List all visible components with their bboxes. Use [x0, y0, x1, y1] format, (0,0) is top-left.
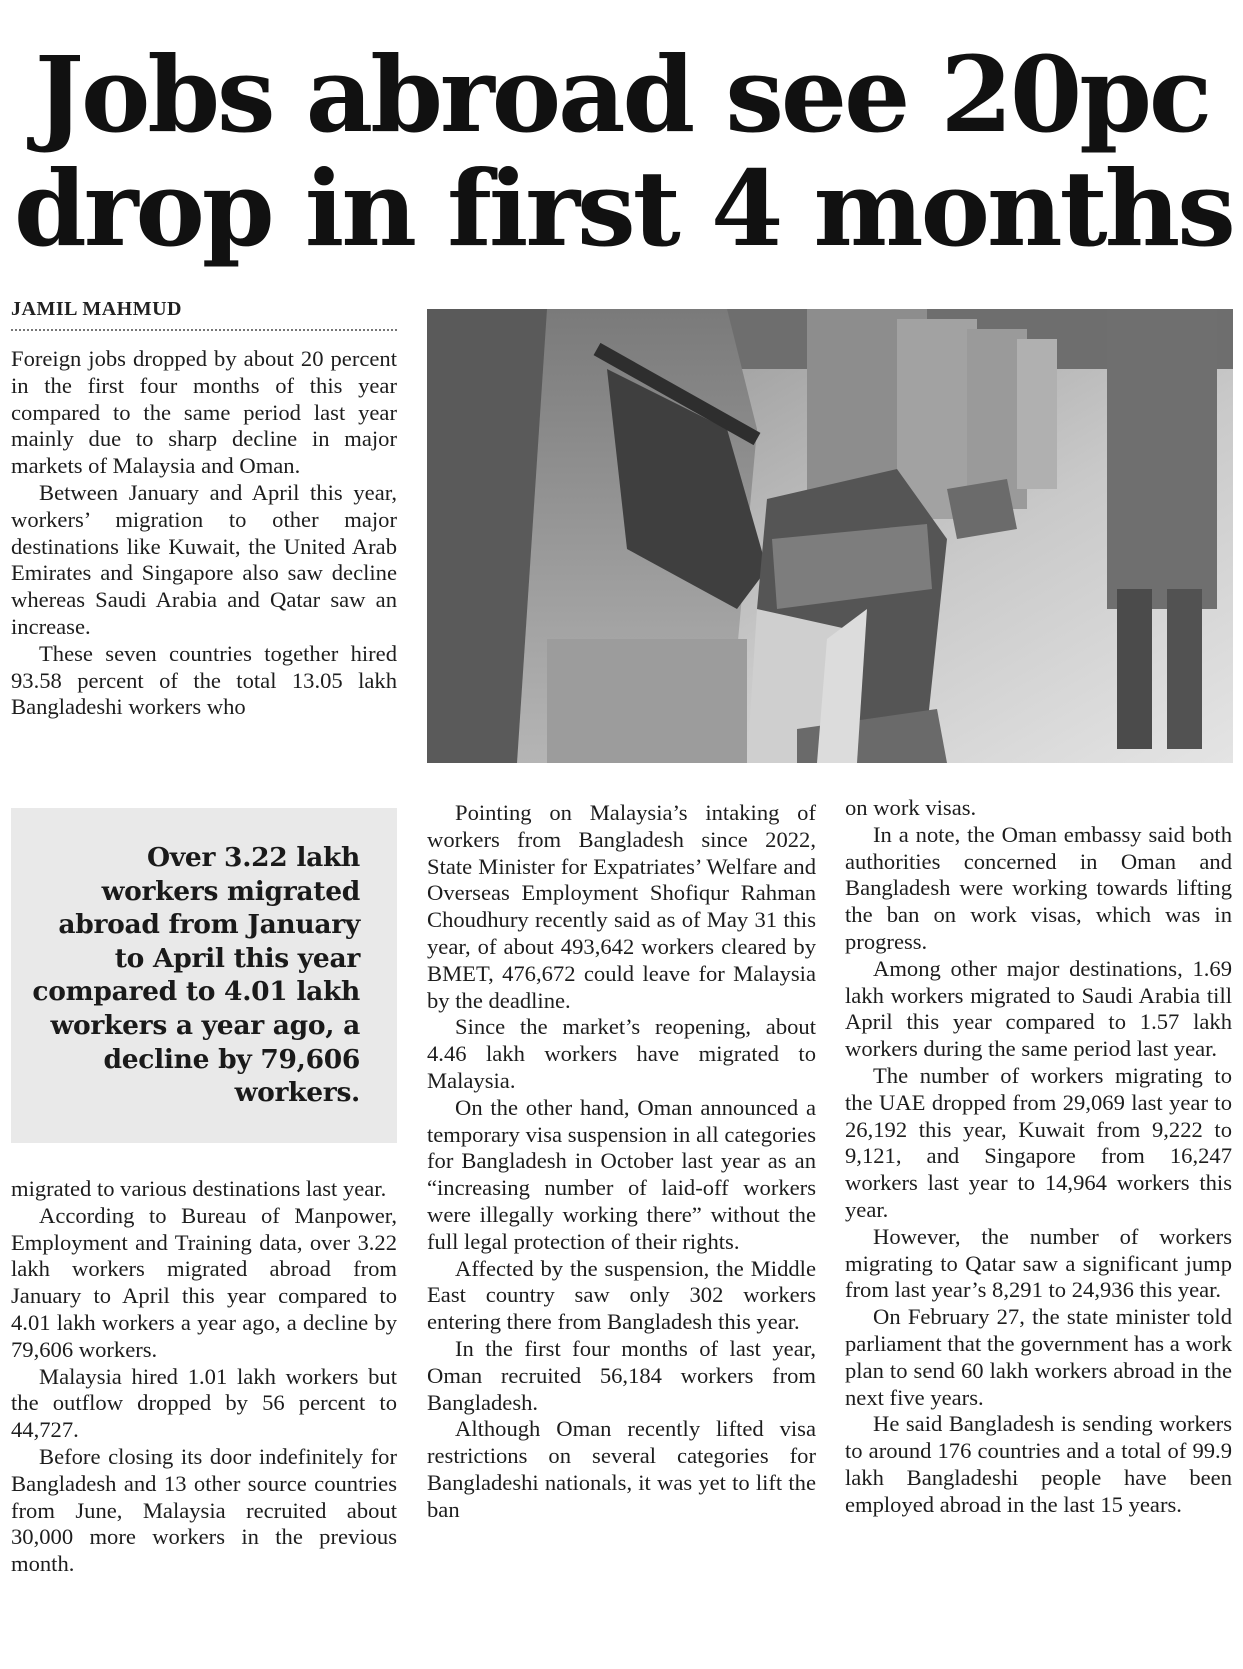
paragraph: Foreign jobs dropped by about 20 percent in the first four months of this year compared to the same period last year mainly due to sharp decline in major markets of Malaysia and Oman. — [11, 346, 397, 479]
column-1-top — [11, 346, 397, 721]
paragraph: migrated to various destinations last year. — [11, 1176, 387, 1201]
paragraph: Malaysia hired 1.01 lakh workers but the outflow dropped by 56 percent to 44,727. — [11, 1363, 397, 1443]
headline-line-2: drop in first 4 months — [14, 147, 1233, 270]
column-1-bottom — [11, 1176, 397, 1578]
column-2 — [427, 800, 816, 1524]
paragraph: Affected by the suspension, the Middle East country saw only 302 workers entering there from Bangladesh this year. — [427, 1255, 816, 1335]
workers-luggage-icon — [427, 309, 1233, 763]
paragraph: On February 27, the state minister told parliament that the government has a work plan to send 60 lakh workers abroad in the next five years. — [845, 1304, 1232, 1410]
paragraph: In the first four months of last year, Oman recruited 56,184 workers from Bangladesh. — [427, 1335, 816, 1415]
paragraph: He said Bangladesh is sending workers to around 176 countries and a total of 99.9 lakh Bangladeshi people have been employed abroad in the last 15 years. — [845, 1411, 1232, 1517]
paragraph: However, the number of workers migrating to Qatar saw a significant jump from last year’s 8,291 to 24,936 this year. — [845, 1223, 1232, 1303]
headline — [14, 33, 1233, 270]
paragraph: Among other major destinations, 1.69 lakh workers migrated to Saudi Arabia till April this year compared to 1.57 lakh workers during the same period last year. — [845, 955, 1232, 1062]
paragraph: In a note, the Oman embassy said both authorities concerned in Oman and Bangladesh were working towards lifting the ban on work visas, which was in progress. — [845, 821, 1232, 954]
paragraph: Pointing on Malaysia’s intaking of workers from Bangladesh since 2022, State Minister for Expatriates’ Welfare and Overseas Employment Shofiqur Rahman Choudhury recently said as of May 31 this year, of about 493,642 workers cleared by BMET, 476,672 could leave for Malaysia by the deadline. — [427, 800, 816, 1013]
paragraph: on work visas. — [845, 795, 977, 820]
paragraph: Although Oman recently lifted visa restrictions on several categories for Bangladeshi nationals, it was yet to lift the ban — [427, 1416, 816, 1522]
paragraph: These seven countries together hired 93.58 percent of the total 13.05 lakh Bangladeshi workers who — [11, 640, 397, 720]
paragraph: The number of workers migrating to the UAE dropped from 29,069 last year to 26,192 this year, Kuwait from 9,222 to 9,121, and Singapore from 16,247 workers last year to 14,964 workers this year. — [845, 1062, 1232, 1222]
paragraph: Since the market’s reopening, about 4.46 lakh workers have migrated to Malaysia. — [427, 1014, 816, 1093]
byline: JAMIL MAHMUD — [11, 298, 397, 331]
headline-line-1: Jobs abroad see 20pc — [34, 33, 1210, 156]
paragraph: According to Bureau of Manpower, Employment and Training data, over 3.22 lakh workers migrated abroad from January to April this year compared to 4.01 lakh workers a year ago, a decline by 79,606 workers. — [11, 1202, 397, 1362]
paragraph: Before closing its door indefinitely for Bangladesh and 13 other source countries from June, Malaysia recruited about 30,000 more workers in the previous month. — [11, 1443, 397, 1577]
paragraph: Between January and April this year, workers’ migration to other major destinations like Kuwait, the United Arab Emirates and Singapore also saw decline whereas Saudi Arabia and Qatar saw an increase. — [11, 479, 397, 639]
news-photo — [427, 309, 1233, 763]
column-3 — [845, 795, 1232, 1519]
pull-quote: Over 3.22 lakh workers migrated abroad from January to April this year compared to 4.01 lakh workers a year ago, a decline by 79,606 workers. — [11, 808, 397, 1143]
paragraph: On the other hand, Oman announced a temporary visa suspension in all categories for Bangladesh in October last year as an “increasing number of laid-off workers were illegally working there” without the full legal protection of their rights. — [427, 1094, 816, 1254]
